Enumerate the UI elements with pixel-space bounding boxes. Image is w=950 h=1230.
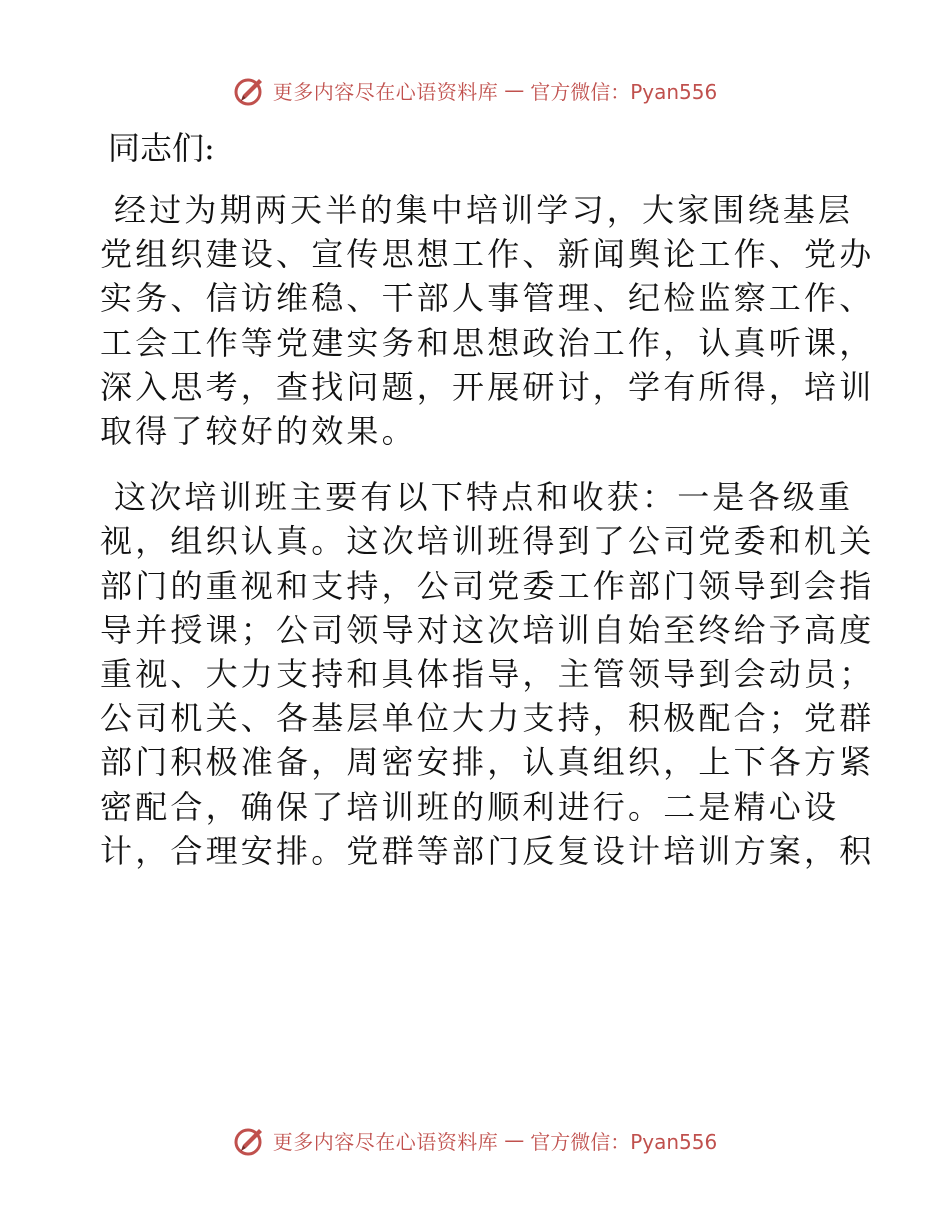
paragraph-line: 部门积极准备，周密安排，认真组织，上下各方紧: [100, 743, 875, 782]
paragraph-line: 密配合，确保了培训班的顺利进行。二是精心设: [100, 787, 840, 826]
paragraph-line: 公司机关、各基层单位大力支持，积极配合；党群: [100, 699, 875, 738]
document-body: [100, 122, 875, 895]
paragraph-line: 导并授课；公司领导对这次培训自始至终给予高度: [100, 610, 875, 649]
watermark-text: 更多内容尽在心语资料库: [272, 1129, 499, 1154]
paragraph-line: 深入思考，查找问题，开展研讨，学有所得，培训: [100, 367, 875, 406]
paragraph-2: [100, 475, 875, 873]
header-watermark: [0, 70, 950, 110]
watermark-text: 更多内容尽在心语资料库: [272, 79, 499, 104]
watermark-separator: —: [504, 78, 525, 102]
footer-watermark: [0, 1120, 950, 1160]
paragraph-line: 党组织建设、宣传思想工作、新闻舆论工作、党办: [100, 235, 875, 274]
paragraph-line: 部门的重视和支持，公司党委工作部门领导到会指: [100, 566, 875, 605]
paragraph-line: 经过为期两天半的集中培训学习，大家围绕基层: [114, 191, 854, 229]
paragraph-line: 实务、信访维稳、干部人事管理、纪检监察工作、: [100, 279, 875, 318]
paragraph-line: 重视、大力支持和具体指导，主管领导到会动员；: [100, 655, 875, 694]
paragraph-line: 计，合理安排。党群等部门反复设计培训方案，积: [100, 831, 875, 870]
salutation: 同志们:: [108, 129, 215, 167]
watermark-separator: —: [504, 1128, 525, 1152]
quill-pen-icon: [233, 1123, 267, 1157]
paragraph-1: [100, 188, 875, 453]
watermark-contact: 官方微信：Pyan556: [530, 1129, 718, 1154]
paragraph-line: 取得了较好的效果。: [100, 412, 417, 451]
paragraph-line: 工会工作等党建实务和思想政治工作，认真听课，: [100, 323, 875, 362]
paragraph-line: 这次培训班主要有以下特点和收获：一是各级重: [114, 478, 854, 517]
quill-pen-icon: [233, 73, 267, 107]
paragraph-line: 视，组织认真。这次培训班得到了公司党委和机关: [100, 522, 875, 561]
watermark-contact: 官方微信：Pyan556: [530, 79, 718, 104]
